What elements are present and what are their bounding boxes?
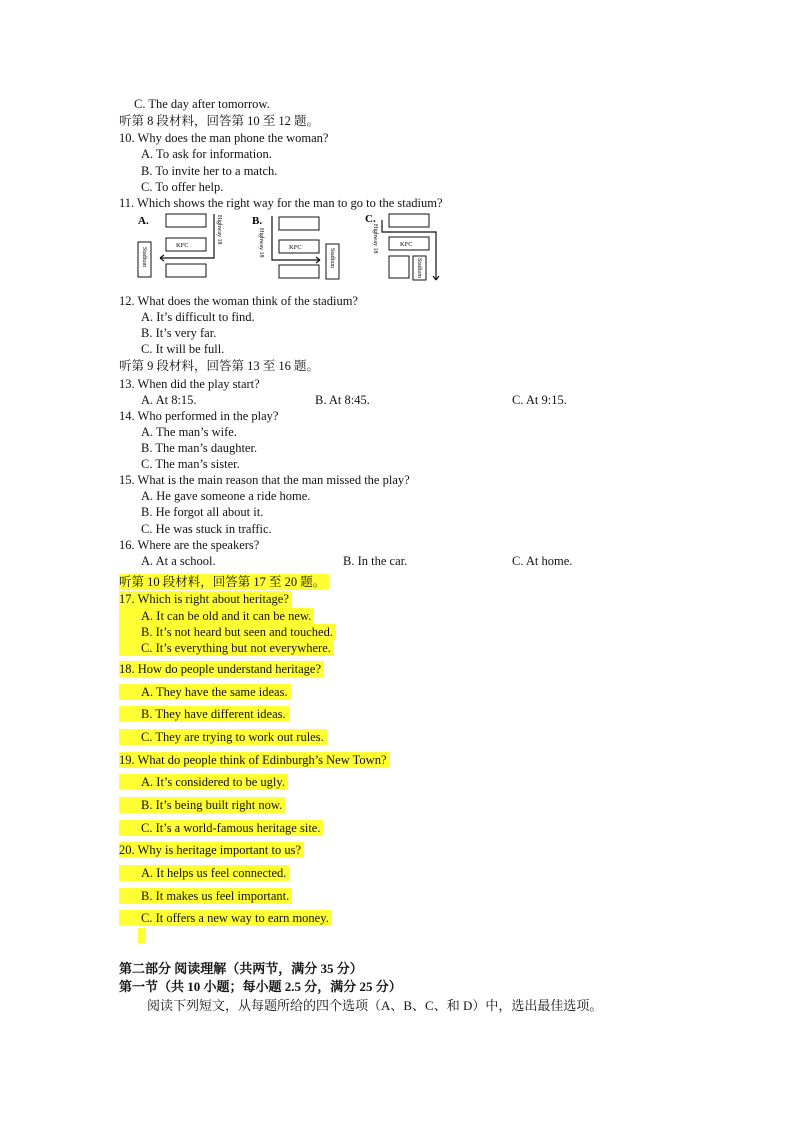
q12-option-b: B. It’s very far. [141, 326, 217, 340]
q14-stem: 14. Who performed in the play? [119, 409, 279, 423]
map-c-letter: C. [365, 213, 376, 225]
map-b-stadium: Stadium [329, 248, 335, 269]
q15-stem: 15. What is the main reason that the man missed the play? [119, 473, 410, 487]
map-a-block-bottom [166, 264, 206, 277]
map-a-letter: A. [138, 215, 149, 227]
map-a-kfc: KFC [176, 242, 189, 249]
q18-stem: 18. How do people understand heritage? [119, 661, 324, 677]
empty-highlight-mark [138, 928, 146, 943]
q17-option-c: C. It’s everything but not everywhere. [119, 640, 334, 656]
q13-stem: 13. When did the play start? [119, 377, 260, 391]
q16-stem: 16. Where are the speakers? [119, 538, 260, 552]
q20-option-a: A. It helps us feel connected. [119, 865, 289, 881]
map-b-highway: Highway 18 [258, 228, 264, 258]
q20-option-b: B. It makes us feel important. [119, 888, 292, 904]
section-8-heading: 听第 8 段材料，回答第 10 至 12 题。 [119, 114, 320, 128]
map-c [365, 213, 439, 280]
q17-option-a: A. It can be old and it can be new. [119, 608, 314, 624]
map-c-kfc: KFC [400, 241, 413, 248]
map-b-block-top [279, 217, 319, 230]
map-c-block-top [389, 214, 429, 227]
q13-option-a: A. At 8:15. [141, 393, 197, 407]
q14-option-c: C. The man’s sister. [141, 457, 240, 471]
map-b-letter: B. [252, 215, 263, 227]
map-a-stadium: Stadium [141, 247, 147, 268]
q19-option-a: A. It’s considered to be ugly. [119, 774, 288, 790]
map-b-kfc: KFC [289, 244, 302, 251]
q10-option-b: B. To invite her to a match. [141, 164, 278, 178]
q14-option-b: B. The man’s daughter. [141, 441, 258, 455]
q12-option-a: A. It’s difficult to find. [141, 310, 255, 324]
section-10-heading: 听第 10 段材料，回答第 17 至 20 题。 [119, 574, 329, 590]
q10-option-a: A. To ask for information. [141, 147, 272, 161]
q15-option-c: C. He was stuck in traffic. [141, 522, 272, 536]
q18-option-c: C. They are trying to work out rules. [119, 729, 327, 745]
part2-instructions: 阅读下列短文，从每题所给的四个选项（A、B、C、和 D）中，选出最佳选项。 [147, 998, 603, 1013]
q12-stem: 12. What does the woman think of the stadium? [119, 294, 358, 308]
q13-option-b: B. At 8:45. [315, 393, 370, 407]
q10-stem: 10. Why does the man phone the woman? [119, 131, 329, 145]
map-b [252, 215, 339, 279]
q11-route-maps [136, 210, 456, 282]
q16-option-c: C. At home. [512, 554, 573, 568]
q15-option-a: A. He gave someone a ride home. [141, 489, 311, 503]
q19-stem: 19. What do people think of Edinburgh’s New Town? [119, 752, 390, 768]
map-b-block-bottom [279, 265, 319, 278]
q10-option-c: C. To offer help. [141, 180, 224, 194]
q20-stem: 20. Why is heritage important to us? [119, 842, 304, 858]
map-c-highway: Highway 18 [372, 224, 378, 254]
q19-option-b: B. It’s being built right now. [119, 797, 285, 813]
map-c-stadium: Stadium [416, 258, 422, 279]
q9-option-c: C. The day after tomorrow. [134, 97, 270, 111]
part2-title: 第二部分 阅读理解（共两节，满分 35 分） [119, 961, 363, 976]
q17-option-b: B. It’s not heard but seen and touched. [119, 624, 336, 640]
q11-stem: 11. Which shows the right way for the man to go to the stadium? [119, 196, 443, 210]
q15-option-b: B. He forgot all about it. [141, 505, 264, 519]
q14-option-a: A. The man’s wife. [141, 425, 237, 439]
map-a-block-top [166, 214, 206, 227]
q17-stem: 17. Which is right about heritage? [119, 591, 292, 607]
q12-option-c: C. It will be full. [141, 342, 225, 356]
q18-option-b: B. They have different ideas. [119, 706, 289, 722]
q19-option-c: C. It’s a world-famous heritage site. [119, 820, 323, 836]
map-c-block-bottom [389, 256, 409, 278]
map-a-highway: Highway 18 [216, 215, 222, 245]
part2-section1-heading: 第一节（共 10 小题；每小题 2.5 分，满分 25 分） [119, 979, 402, 994]
q20-option-c: C. It offers a new way to earn money. [119, 910, 332, 926]
q16-option-a: A. At a school. [141, 554, 216, 568]
section-9-heading: 听第 9 段材料，回答第 13 至 16 题。 [119, 359, 320, 373]
q18-option-a: A. They have the same ideas. [119, 684, 291, 700]
map-a [138, 214, 222, 277]
q13-option-c: C. At 9:15. [512, 393, 567, 407]
q16-option-b: B. In the car. [343, 554, 408, 568]
